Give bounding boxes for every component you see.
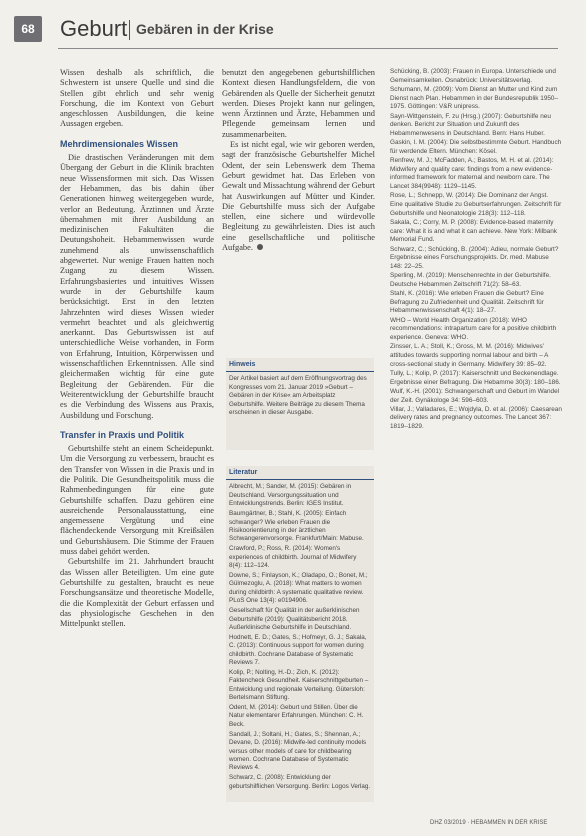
reference-item: Odent, M. (2014): Geburt und Stillen. Über die Natur elementarer Erfahrungen. München: C. H. Beck.: [229, 704, 364, 728]
page-footer: DHZ 03/2019 · HEBAMMEN IN DER KRISE: [430, 820, 548, 826]
section-title: Geburt: [60, 16, 128, 41]
paragraph: Geburtshilfe steht an einem Scheidepunkt. Um die Versorgung zu verbessern, braucht es den Transfer von Wissen in die Praxis und in die Politik. Die Gesundheitspolitik muss die Rahmenbedingungen für eine gute Geburtshilfe schaffen. Dazu gehören eine ausreichende Personalausstattung, eine angemessene Vergütung und eine flächendeckende Versorgung mit Kreißsälen und Geburtshäusern. Die Stimme der Frauen muss dabei gehört werden.: [60, 444, 214, 557]
reference-item: Tully, L.; Kolip, P. (2017): Kaiserschnitt und Beckenendlage. Ergebnisse einer Befragung. Die Hebamme 30(3): 180–186.: [390, 369, 561, 386]
reference-item: Crawford, P.; Ross, R. (2014): Women's experiences of childbirth. Journal of Midwifery 8(4): 112–124.: [229, 545, 357, 570]
reference-item: Zinsser, L. A.; Stoll, K.; Gross, M. M. (2016): Midwives' attitudes towards supporting normal labour and birth – A cross-sectional study in Germany. Midwifery 39: 85–92.: [390, 343, 549, 368]
paragraph: [222, 140, 375, 253]
title-divider: [129, 20, 130, 40]
literature-list: [226, 480, 374, 795]
note-box-text: Der Artikel basiert auf dem Eröffnungsvortrag des Kongresses vom 21. Januar 2019 »Geburt – Gebären in der Krise« am Arbeitsplatz Geburtshilfe. Weitere Beiträge zu diesem Thema erscheinen in dieser Ausgabe.: [229, 375, 367, 417]
paragraph-text: Es ist nicht egal, wie wir geboren werden, sagt der französische Geburtshelfer Michel Odent, der sein Lebenswerk dem Thema Geburt gewidmet hat. Das Erleben von Gewalt und Missachtung während der Geburt hat Auswirkungen auf Mütter und Kinder. Die Geburtshilfe muss sich der Aufgabe stellen, eine sichere und würdevolle Begleitung zu gewährleisten. Dies ist auch eine gesellschaftliche und politische Aufgabe.: [222, 140, 375, 253]
reference-item: Baumgärtner, B.; Stahl, K. (2005): Einfach schwanger? Wie erleben Frauen die Risikoorientierung in der ärztlichen Schwangerenvorsorge. Frankfurt/Main: Mabuse.: [229, 510, 364, 543]
reference-item: Gesellschaft für Qualität in der außerklinischen Geburtshilfe (2019): Qualitätsbericht 2018. Außerklinische Geburtshilfe in Deutschland.: [229, 607, 360, 631]
reference-item: Hodnett, E. D.; Gates, S.; Hofmeyr, G. J.; Sakala, C. (2013): Continuous support for women during childbirth. Cochrane Database of Systematic Reviews 7.: [229, 633, 367, 667]
reference-item: Downe, S.; Finlayson, K.; Oladapo, O.; Bonet, M.; Gülmezoglu, A. (2018): What matters to women during childbirth: A systematic qualitative review. PLoS One 13(4): e0194906.: [229, 571, 368, 605]
reference-item: Schücking, B. (2003): Frauen in Europa. Unterschiede und Gemeinsamkeiten. Osnabrück: Universitätsverlag.: [390, 68, 556, 84]
reference-item: Schwarz, C.; Schücking, B. (2004): Adieu, normale Geburt? Ergebnisse eines Forschungsprojekts. Dr. med. Mabuse 148: 22–25.: [390, 245, 559, 270]
reference-item: Sperling, M. (2019): Menschenrechte in der Geburtshilfe. Deutsche Hebammen Zeitschrift 71(2): 58–63.: [390, 272, 551, 288]
note-box: [226, 358, 374, 450]
reference-item: Kolip, P.; Nolting, H.-D.; Zich, K. (2012): Faktencheck Gesundheit. Kaiserschnittgeburten – Entwicklung und regionale Verteilung. Gütersloh: Bertelsmann Stiftung.: [229, 668, 369, 702]
reference-item: Sandall, J.; Soltani, H.; Gates, S.; Shennan, A.; Devane, D. (2016): Midwife-led continuity models versus other models of care for childbearing women. Cochrane Database of Systematic Reviews 4.: [229, 730, 367, 772]
column-1: [60, 68, 214, 629]
reference-item: Wulf, K.-H. (2001): Schwangerschaft und Geburt im Wandel der Zeit. Gynäkologe 34: 596–603.: [390, 387, 560, 404]
header-rule: [58, 48, 558, 49]
reference-item: Renfrew, M. J.; McFadden, A.; Bastos, M. H. et al. (2014): Midwifery and quality care: findings from a new evidence-informed framework for maternal and newborn care. The Lancet 384(9948): 1129–1145.: [390, 157, 554, 191]
page-header: [0, 14, 586, 54]
reference-item: Albrecht, M.; Sander, M. (2015): Gebären in Deutschland. Versorgungssituation und Entwicklungstrends. Berlin: IGES Institut.: [229, 483, 352, 508]
reference-item: Schumann, M. (2009): Vom Dienst an Mutter und Kind zum Dienst nach Plan. Hebammen in der Bundesrepublik 1950–1975. Göttingen: V&R unipress.: [390, 85, 559, 111]
reference-item: Rose, L.; Schnepp, W. (2014): Die Dominanz der Angst. Eine qualitative Studie zu Geburtserfahrungen. Zeitschrift für Geburtshilfe und Neonatologie 218(3): 112–118.: [390, 192, 562, 217]
paragraph: Die drastischen Veränderungen mit dem Übergang der Geburt in die Klinik brachten neue Wissensformen mit sich. Das Wissen der Hebammen, das bis dahin über Generationen hinweg weitergegeben wurde, verlor an Bedeutung. Ärztinnen und Ärzte übernahmen mit ihrer Ausbildung an medizinischen Fakultäten die Deutungshoheit. Hebammenwissen wurde zunehmend als unwissenschaftlich abgewertet. Nur wenige Frauen hatten noch Zugang zu diesem Wissen. Erfahrungsbasiertes und intuitives Wissen wurde in der Geburtshilfe kaum berücksichtigt. Erst in den letzten Jahrzehnten wird dieses Wissen wieder vermehrt beachtet und als gleichwertig anerkannt. Das Geburtswissen ist auf unterschiedliche Weise vorhanden, in Form von Erfahrung, Intuition, Körperwissen und wissenschaftlichen Erkenntnissen. Alle sind gleichermaßen wichtig für eine gute Begleitung der Gebärenden. Für die Weiterentwicklung der Geburtshilfe braucht es die Verbindung des Wissens aus Praxis, Ausbildung und Forschung.: [60, 153, 214, 420]
paragraph: Geburtshilfe im 21. Jahrhundert braucht das Wissen aller Beteiligten. Um eine gute Geburtshilfe zu gestalten, braucht es neue Forschungsansätze und theoretische Modelle, die die Komplexität der Geburt erfassen und das physiologische Geschehen in den Mittelpunkt stellen.: [60, 557, 214, 629]
column-3-references: [390, 68, 562, 432]
literature-heading: Literatur: [226, 466, 374, 480]
column-2: [222, 68, 375, 253]
reference-item: WHO – World Health Organization (2018): WHO recommendations: intrapartum care for a positive childbirth experience. Geneva: WHO.: [390, 316, 557, 342]
note-box-heading: Hinweis: [226, 358, 374, 372]
subheading: Mehrdimensionales Wissen: [60, 138, 178, 149]
reference-item: Gaskin, I. M. (2004): Die selbstbestimmte Geburt. Handbuch für werdende Eltern. München: Kösel.: [390, 139, 562, 155]
reference-item: Sakala, C.; Corry, M. P. (2008): Evidence-based maternity care: What it is and what it can achieve. New York: Milbank Memorial Fund.: [390, 218, 557, 244]
paragraph: benutzt den angegebenen geburtshilflichen Kontext diesen Handlungsfeldern, die von Gebärenden als Quelle der Sicherheit genutzt werden. Dieses Projekt kann nur gelingen, wenn Ärztinnen und Ärzte, Hebammen und Pflegende gemeinsam lernen und zusammenarbeiten.: [222, 68, 375, 139]
reference-item: Stahl, K. (2016): Wie erleben Frauen die Geburt? Eine Befragung zu Zufriedenheit und Qualität. Zeitschrift für Hebammenwissenschaft 4(1): 18–27.: [390, 290, 544, 315]
subheading: Transfer in Praxis und Politik: [60, 429, 185, 440]
reference-item: Villar, J.; Valladares, E.; Wojdyla, D. et al. (2006): Caesarean delivery rates and pregnancy outcomes. The Lancet 367: 1819–1829.: [390, 405, 562, 431]
end-of-article-icon: [257, 244, 263, 250]
page-number: 68: [14, 16, 42, 42]
literature-box: [226, 466, 374, 802]
paragraph: Wissen deshalb als schriftlich, die Schwestern ist unsere Quelle und sind die Stellen gibt ehrlich und sehr wenig Forschung, die im Kontext von Geburt angeschlossen Ausbildungen, die keine Aussagen ergeben.: [60, 68, 214, 129]
reference-item: Schwarz, C. (2008): Entwicklung der geburtshilflichen Versorgung. Berlin: Logos Verlag.: [229, 774, 371, 790]
reference-item: Sayn-Wittgenstein, F. zu (Hrsg.) (2007): Geburtshilfe neu denken. Bericht zur Situation und Zukunft des Hebammenwesens in Deutschland. Bern: Hans Huber.: [390, 112, 551, 137]
section-subtitle: Gebären in der Krise: [136, 21, 274, 37]
